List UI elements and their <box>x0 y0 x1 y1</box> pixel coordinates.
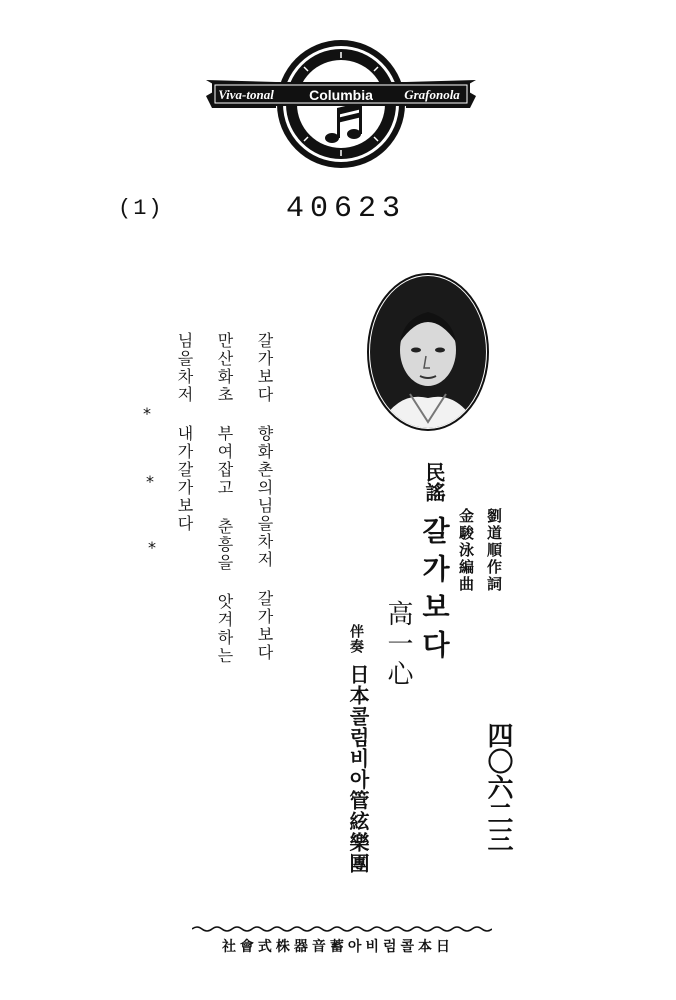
separator-star: * <box>143 404 151 423</box>
separator-star: * <box>146 472 154 491</box>
song-title: 갈가보다 <box>418 516 451 668</box>
accompaniment-orchestra: 日本콜럼비아管絃樂團 <box>346 664 370 874</box>
song-genre: 民謠 <box>422 462 446 502</box>
accompaniment-label: 伴奏 <box>348 624 364 654</box>
logo-left-text: Viva-tonal <box>218 87 274 102</box>
columbia-logo <box>206 38 476 170</box>
logo-center-text: Columbia <box>309 87 373 103</box>
catalog-number: 40623 <box>286 192 407 226</box>
side-number: (1) <box>118 196 164 221</box>
footer-company-text: 日本콜럼비아蓄音器株式會社 <box>221 939 455 955</box>
singer-portrait <box>366 272 490 432</box>
lyrics-line-1: 갈가보다 향화촌의님을차저 갈가보다 <box>255 332 274 662</box>
lyrics-line-3: 님을차저 내가갈가보다 <box>175 332 194 533</box>
lyricist-credit: 劉道順作詞 <box>485 508 503 593</box>
composer-credit: 金駿泳編曲 <box>457 508 475 593</box>
footer-rule <box>192 918 492 926</box>
lyrics-line-2: 만산화초 부여잡고 춘흥을 앗겨하는 <box>215 332 234 665</box>
singer-name: 高一心 <box>383 600 413 690</box>
logo-right-text: Grafonola <box>404 87 460 102</box>
catalog-number-kanji: 四〇六二三 <box>483 722 513 852</box>
footer-company <box>0 936 676 956</box>
separator-star: * <box>148 538 156 557</box>
